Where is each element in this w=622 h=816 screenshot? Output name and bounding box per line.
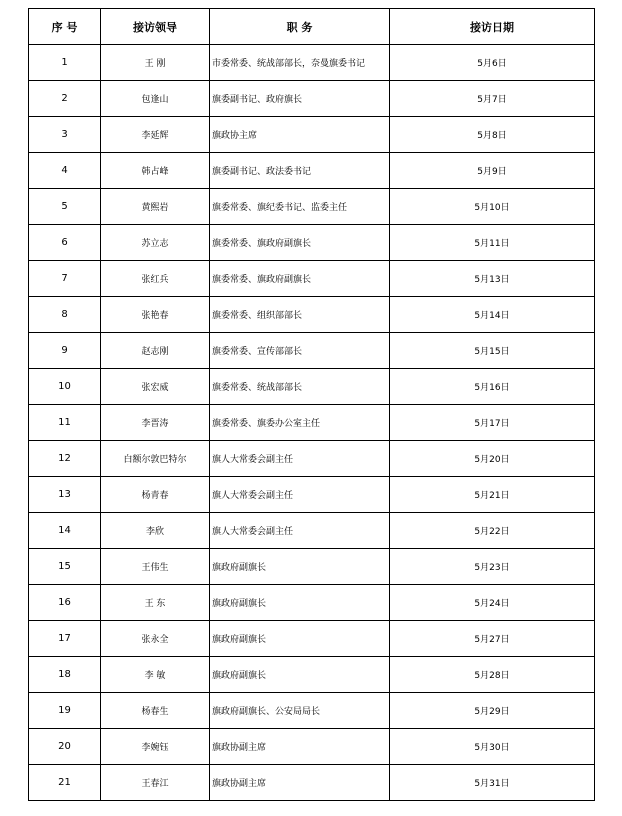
table-row bbox=[29, 189, 595, 225]
leader-position: 旗委副书记、政法委书记 bbox=[210, 153, 390, 189]
leader-name: 张永全 bbox=[101, 621, 210, 657]
header-date: 接访日期 bbox=[390, 9, 595, 45]
row-number: 21 bbox=[29, 765, 101, 801]
table-row bbox=[29, 765, 595, 801]
reception-date: 5月23日 bbox=[390, 549, 595, 585]
table-row bbox=[29, 585, 595, 621]
row-number: 4 bbox=[29, 153, 101, 189]
reception-date: 5月8日 bbox=[390, 117, 595, 153]
reception-date: 5月6日 bbox=[390, 45, 595, 81]
leader-position: 旗政协副主席 bbox=[210, 765, 390, 801]
leader-position: 旗委副书记、政府旗长 bbox=[210, 81, 390, 117]
reception-date: 5月22日 bbox=[390, 513, 595, 549]
header-row bbox=[29, 9, 595, 45]
table-row bbox=[29, 45, 595, 81]
leader-position: 旗委常委、旗委办公室主任 bbox=[210, 405, 390, 441]
leader-position: 旗委常委、组织部部长 bbox=[210, 297, 390, 333]
row-number: 9 bbox=[29, 333, 101, 369]
row-number: 17 bbox=[29, 621, 101, 657]
row-number: 7 bbox=[29, 261, 101, 297]
leader-name: 李婉钰 bbox=[101, 729, 210, 765]
table-row bbox=[29, 297, 595, 333]
leader-name: 包逢山 bbox=[101, 81, 210, 117]
row-number: 3 bbox=[29, 117, 101, 153]
table-row bbox=[29, 621, 595, 657]
reception-date: 5月28日 bbox=[390, 657, 595, 693]
table-row bbox=[29, 477, 595, 513]
leader-name: 黄熙岩 bbox=[101, 189, 210, 225]
reception-schedule-table bbox=[28, 8, 595, 801]
leader-name: 王 东 bbox=[101, 585, 210, 621]
leader-name: 张宏威 bbox=[101, 369, 210, 405]
row-number: 2 bbox=[29, 81, 101, 117]
table-row bbox=[29, 513, 595, 549]
row-number: 6 bbox=[29, 225, 101, 261]
leader-name: 王春江 bbox=[101, 765, 210, 801]
header-leader: 接访领导 bbox=[101, 9, 210, 45]
leader-name: 韩占峰 bbox=[101, 153, 210, 189]
leader-name: 李 敏 bbox=[101, 657, 210, 693]
leader-name: 李晋涛 bbox=[101, 405, 210, 441]
reception-date: 5月15日 bbox=[390, 333, 595, 369]
table-row bbox=[29, 405, 595, 441]
table-row bbox=[29, 117, 595, 153]
leader-position: 旗政府副旗长、公安局局长 bbox=[210, 693, 390, 729]
row-number: 8 bbox=[29, 297, 101, 333]
reception-date: 5月21日 bbox=[390, 477, 595, 513]
leader-position: 旗委常委、旗纪委书记、监委主任 bbox=[210, 189, 390, 225]
row-number: 11 bbox=[29, 405, 101, 441]
leader-position: 旗委常委、旗政府副旗长 bbox=[210, 225, 390, 261]
row-number: 5 bbox=[29, 189, 101, 225]
table-row bbox=[29, 225, 595, 261]
row-number: 10 bbox=[29, 369, 101, 405]
leader-name: 杨青春 bbox=[101, 477, 210, 513]
leader-position: 旗委常委、宣传部部长 bbox=[210, 333, 390, 369]
leader-position: 旗政府副旗长 bbox=[210, 585, 390, 621]
reception-date: 5月14日 bbox=[390, 297, 595, 333]
reception-date: 5月29日 bbox=[390, 693, 595, 729]
leader-position: 旗政府副旗长 bbox=[210, 549, 390, 585]
leader-position: 旗人大常委会副主任 bbox=[210, 441, 390, 477]
row-number: 14 bbox=[29, 513, 101, 549]
table-row bbox=[29, 81, 595, 117]
leader-name: 杨春生 bbox=[101, 693, 210, 729]
leader-position: 旗委常委、旗政府副旗长 bbox=[210, 261, 390, 297]
reception-date: 5月10日 bbox=[390, 189, 595, 225]
leader-name: 王 刚 bbox=[101, 45, 210, 81]
leader-name: 张红兵 bbox=[101, 261, 210, 297]
row-number: 16 bbox=[29, 585, 101, 621]
leader-position: 旗政协副主席 bbox=[210, 729, 390, 765]
leader-position: 市委常委、统战部部长，奈曼旗委书记 bbox=[210, 45, 390, 81]
table-row bbox=[29, 261, 595, 297]
reception-date: 5月31日 bbox=[390, 765, 595, 801]
row-number: 1 bbox=[29, 45, 101, 81]
leader-position: 旗人大常委会副主任 bbox=[210, 513, 390, 549]
header-position: 职 务 bbox=[210, 9, 390, 45]
leader-name: 李欣 bbox=[101, 513, 210, 549]
reception-date: 5月27日 bbox=[390, 621, 595, 657]
leader-position: 旗政府副旗长 bbox=[210, 657, 390, 693]
leader-position: 旗政协主席 bbox=[210, 117, 390, 153]
leader-name: 王伟生 bbox=[101, 549, 210, 585]
reception-date: 5月17日 bbox=[390, 405, 595, 441]
leader-name: 苏立志 bbox=[101, 225, 210, 261]
row-number: 13 bbox=[29, 477, 101, 513]
leader-name: 赵志刚 bbox=[101, 333, 210, 369]
leader-position: 旗人大常委会副主任 bbox=[210, 477, 390, 513]
table-body bbox=[29, 45, 595, 801]
leader-position: 旗委常委、统战部部长 bbox=[210, 369, 390, 405]
table-row bbox=[29, 549, 595, 585]
table-row bbox=[29, 333, 595, 369]
leader-name: 李延辉 bbox=[101, 117, 210, 153]
table-row bbox=[29, 693, 595, 729]
table-row bbox=[29, 729, 595, 765]
leader-name: 白额尔敦巴特尔 bbox=[101, 441, 210, 477]
reception-date: 5月13日 bbox=[390, 261, 595, 297]
leader-name: 张艳春 bbox=[101, 297, 210, 333]
row-number: 19 bbox=[29, 693, 101, 729]
table-row bbox=[29, 153, 595, 189]
reception-date: 5月24日 bbox=[390, 585, 595, 621]
reception-date: 5月11日 bbox=[390, 225, 595, 261]
header-seq: 序 号 bbox=[29, 9, 101, 45]
table-header bbox=[29, 9, 595, 45]
reception-date: 5月30日 bbox=[390, 729, 595, 765]
table-row bbox=[29, 369, 595, 405]
row-number: 18 bbox=[29, 657, 101, 693]
reception-date: 5月9日 bbox=[390, 153, 595, 189]
leader-position: 旗政府副旗长 bbox=[210, 621, 390, 657]
row-number: 15 bbox=[29, 549, 101, 585]
reception-date: 5月7日 bbox=[390, 81, 595, 117]
reception-date: 5月20日 bbox=[390, 441, 595, 477]
row-number: 12 bbox=[29, 441, 101, 477]
table-row bbox=[29, 441, 595, 477]
row-number: 20 bbox=[29, 729, 101, 765]
reception-date: 5月16日 bbox=[390, 369, 595, 405]
table-row bbox=[29, 657, 595, 693]
